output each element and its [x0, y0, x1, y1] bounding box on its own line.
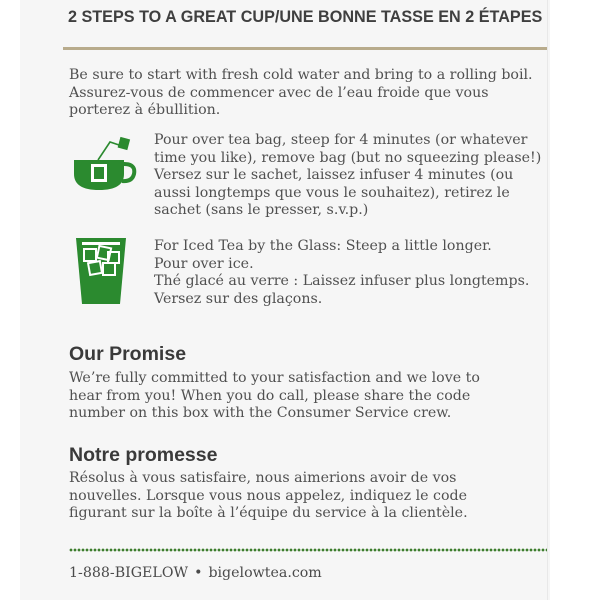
promesse-line: nouvelles. Lorsque vous nous appelez, indiquez le code — [69, 487, 467, 504]
intro-line: Be sure to start with fresh cold water and bring to a rolling boil. — [69, 67, 533, 83]
dotted-divider — [69, 548, 547, 552]
promesse-line: figurant sur la boîte à l’équipe du service à la clientèle. — [69, 505, 468, 522]
promise-line: hear from you! When you do call, please share the code — [69, 387, 471, 404]
heading-rule — [63, 47, 547, 50]
notre-promesse-heading: Notre promesse — [69, 444, 218, 466]
intro-line: porterez à ébullition. — [69, 102, 221, 119]
iced-step-line: For Iced Tea by the Glass: Steep a little longer. — [154, 238, 492, 254]
hot-step-line: aussi longtemps que vous le souhaitez), retirez le — [154, 184, 510, 201]
our-promise-heading: Our Promise — [69, 343, 187, 365]
contact-footer — [69, 565, 322, 581]
hot-step-line: Versez sur le sachet, laissez infuser 4 minutes (ou — [154, 167, 514, 184]
iced-step-text — [154, 238, 529, 308]
hot-step-line: sachet (sans le presser, s.v.p.) — [154, 202, 369, 219]
website-link[interactable]: bigelowtea.com — [208, 565, 322, 581]
hot-step-text — [154, 132, 541, 220]
hot-step-line: time you like), remove bag (but no squeezing please!) — [154, 149, 542, 166]
iced-step-line: Thé glacé au verre : Laissez infuser plus longtemps. — [154, 273, 530, 290]
iced-step-line: Versez sur des glaçons. — [154, 290, 323, 307]
intro-paragraph — [69, 67, 533, 120]
iced-step-line: Pour over ice. — [154, 255, 254, 272]
iced-tea-glass-icon — [74, 236, 128, 306]
our-promise-text — [69, 370, 480, 423]
promise-line: We’re fully committed to your satisfaction and we love to — [69, 370, 480, 386]
intro-line: Assurez-vous de commencer avec de l’eau froide que vous — [69, 84, 489, 101]
hot-step-line: Pour over tea bag, steep for 4 minutes (or whatever — [154, 132, 528, 148]
tea-cup-icon — [70, 134, 138, 194]
notre-promesse-text — [69, 470, 468, 523]
phone-number: 1-888-BIGELOW — [69, 565, 189, 581]
footer-separator: • — [194, 565, 203, 581]
steps-heading: 2 STEPS TO A GREAT CUP/UNE BONNE TASSE EN 2 ÉTAPES — [68, 8, 543, 26]
promesse-line: Résolus à vous satisfaire, nous aimerions avoir de vos — [69, 470, 457, 486]
promise-line: number on this box with the Consumer Service crew. — [69, 405, 452, 422]
panel-edge — [547, 0, 548, 600]
